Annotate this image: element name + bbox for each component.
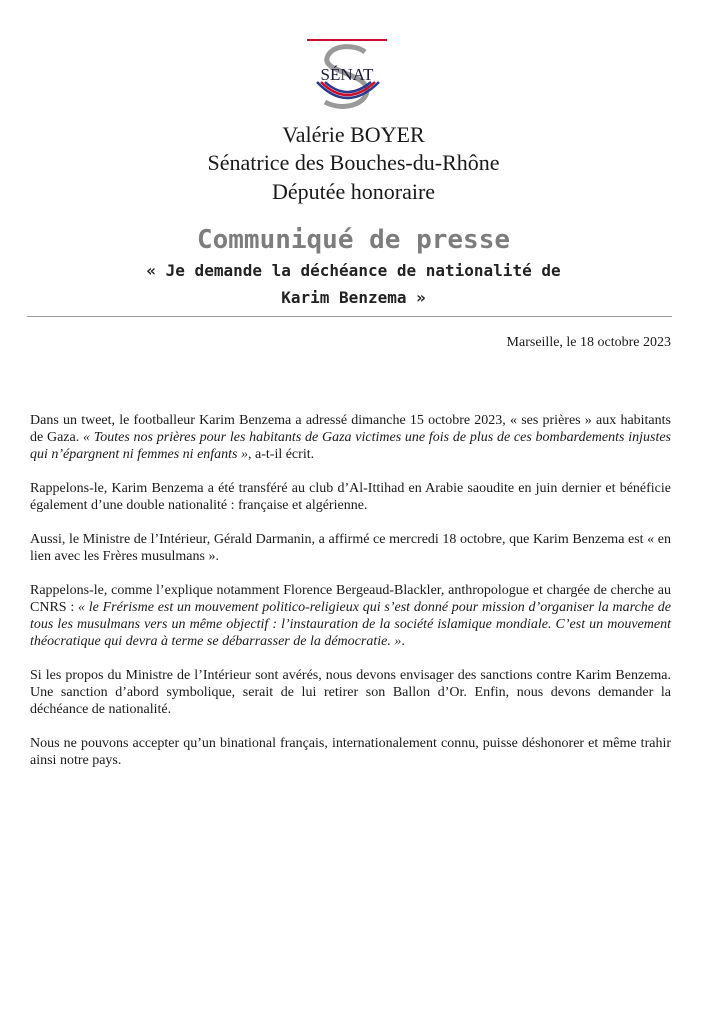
p4-text-a: Rappelons-le, comme l’explique notamment Florence Bergeaud-Blackler, anthropologue et chargée de cherche au CNRS : bbox=[30, 583, 671, 615]
paragraph-5: Si les propos du Ministre de l’Intérieur sont avérés, nous devons envisager des sanctions contre Karim Benzema. Une sanction d’abord symbolique, serait de lui retirer son Ballon d’Or. Enfin, nous devons demander la déchéance de nationalité. bbox=[30, 668, 671, 717]
paragraph-6: Nous ne pouvons accepter qu’un binational français, internationalement connu, puisse déshonorer et même trahir ainsi notre pays. bbox=[30, 736, 671, 768]
p1-text-b: , a-t-il écrit. bbox=[248, 447, 315, 462]
senat-logo bbox=[307, 38, 387, 120]
p4-quote: « le Frérisme est un mouvement politico-religieux qui s’est donné pour mission d’organiser la marche de tous les musulmans vers un même objectif : l’instauration de la société islamique mondiale. C’est un mouvement théocratique qui devra à terme se débarrasser de la démocratie. » bbox=[30, 600, 671, 649]
paragraph-4 bbox=[30, 582, 671, 650]
paragraph-1 bbox=[30, 412, 671, 463]
headline-line-1: « Je demande la déchéance de nationalité de bbox=[146, 261, 561, 280]
header-divider bbox=[27, 316, 672, 317]
paragraph-3: Aussi, le Ministre de l’Intérieur, Gérald Darmanin, a affirmé ce mercredi 18 octobre, que Karim Benzema est « en lien avec les Frères musulmans ». bbox=[30, 532, 671, 564]
headline-line-2: Karim Benzema » bbox=[281, 288, 426, 307]
p1-text-a: Dans un tweet, le footballeur Karim Benzema a adressé dimanche 15 octobre 2023, « ses prières » aux habitants de Gaza. bbox=[30, 413, 671, 445]
senator-name: Valérie BOYER bbox=[282, 122, 425, 147]
paragraph-2: Rappelons-le, Karim Benzema a été transféré au club d’Al-Ittihad en Arabie saoudite en juin dernier et bénéficie également d’une double nationalité : française et algérienne. bbox=[30, 481, 671, 513]
p1-quote: « Toutes nos prières pour les habitants de Gaza victimes une fois de plus de ces bombardements injustes qui n’épargnent ni femmes ni enfants » bbox=[30, 430, 671, 462]
dateline: Marseille, le 18 octobre 2023 bbox=[506, 335, 671, 350]
senator-honor: Députée honoraire bbox=[271, 179, 436, 204]
press-release-body bbox=[30, 412, 671, 786]
senator-role: Sénatrice des Bouches-du-Rhône bbox=[207, 150, 500, 175]
logo-text: SÉNAT bbox=[320, 65, 374, 84]
document-type-title: Communiqué de presse bbox=[196, 225, 511, 255]
p4-text-b: . bbox=[401, 634, 405, 649]
